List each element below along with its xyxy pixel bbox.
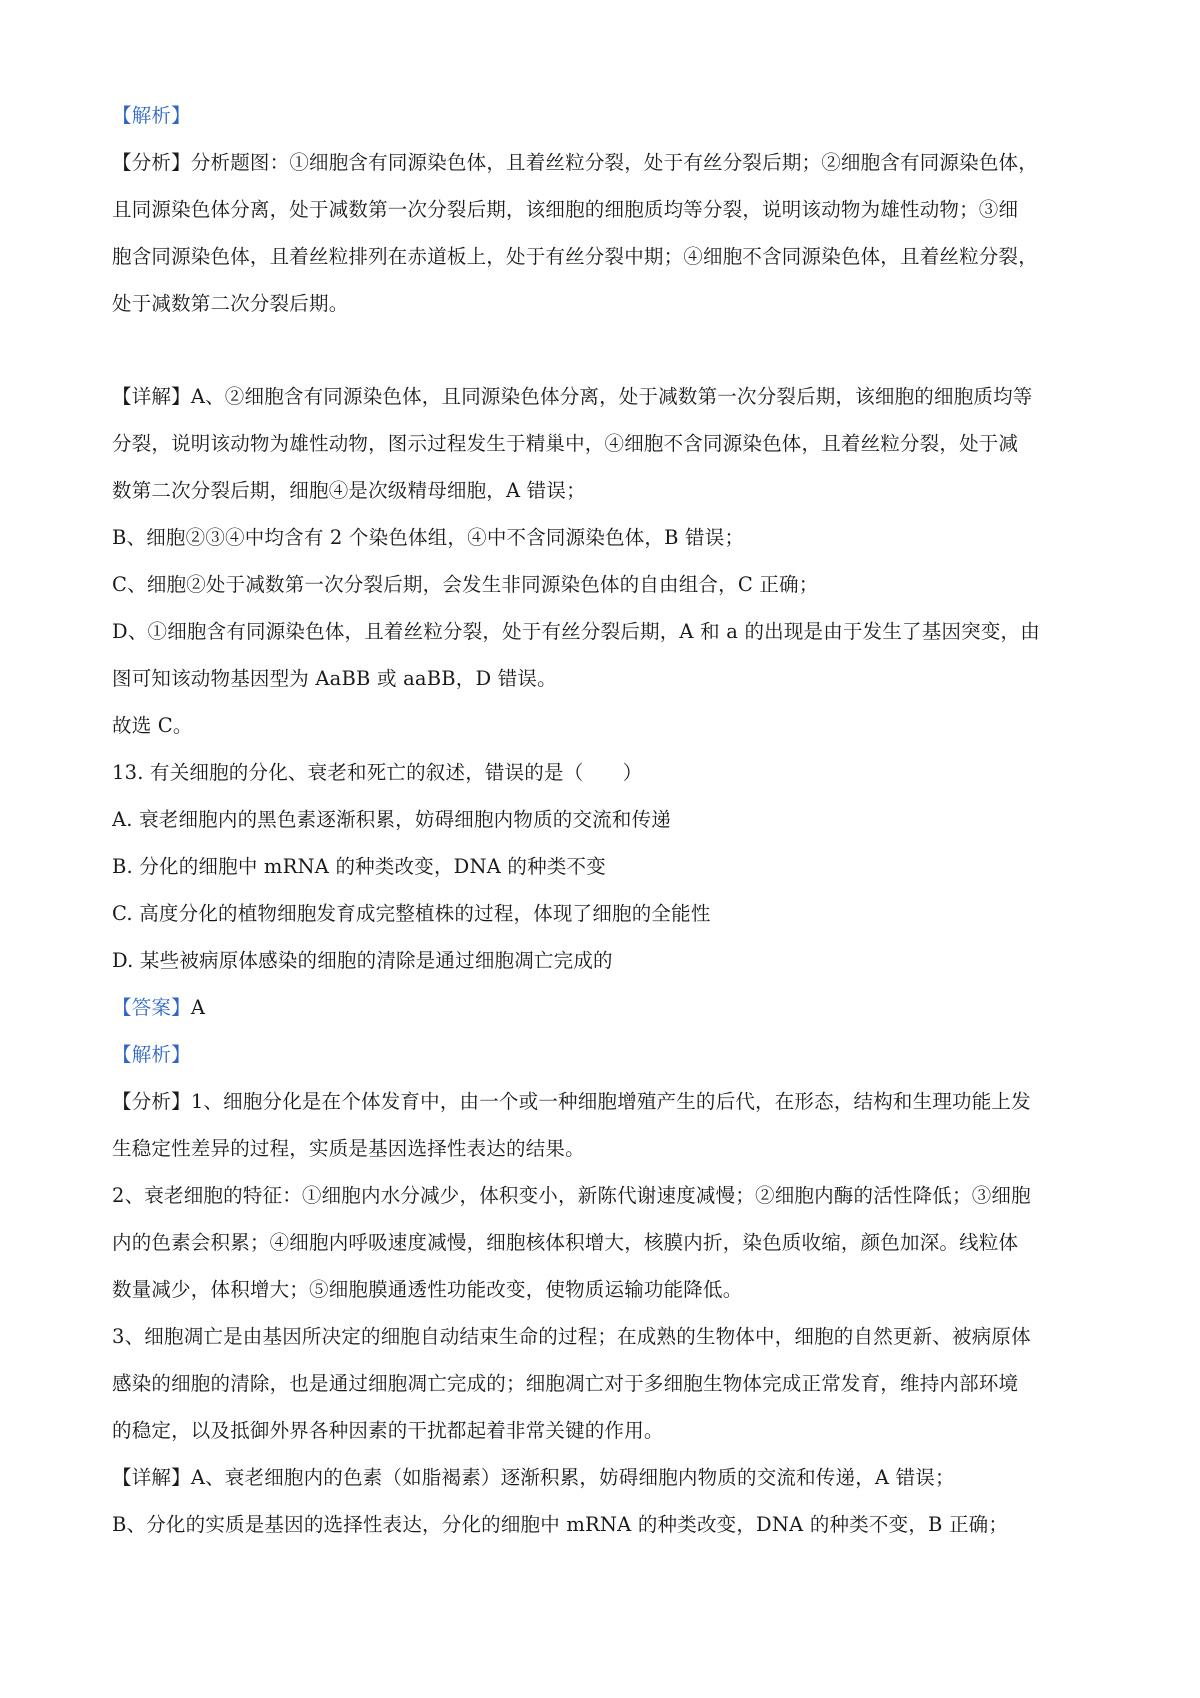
jiexi-heading-1: 【解析】 [112, 104, 191, 127]
conclusion-line: 故选 C。 [112, 714, 193, 737]
analysis-text: 分析题图：①细胞含有同源染色体，且着丝粒分裂，处于有丝分裂后期；②细胞含有同源染色体， [190, 151, 1038, 174]
analysis2-line: 生稳定性差异的过程，实质是基因选择性表达的结果。 [112, 1137, 585, 1160]
analysis2-line: 3、细胞凋亡是由基因所决定的细胞自动结束生命的过程；在成熟的生物体中，细胞的自然更新、被病原体 [112, 1325, 1031, 1348]
answer-label: 【答案】 [112, 996, 191, 1019]
detail-line: 数第二次分裂后期，细胞④是次级精母细胞，A 错误； [112, 479, 586, 502]
analysis-line: 胞含同源染色体，且着丝粒排列在赤道板上，处于有丝分裂中期；④细胞不含同源染色体，且着丝粒分裂， [112, 245, 1038, 268]
detail-line: B、细胞②③④中均含有 2 个染色体组，④中不含同源染色体，B 错误； [112, 526, 745, 549]
option-b: B. 分化的细胞中 mRNA 的种类改变，DNA 的种类不变 [112, 855, 606, 878]
jiexi-heading-2: 【解析】 [112, 1043, 191, 1066]
option-d: D. 某些被病原体感染的细胞的清除是通过细胞凋亡完成的 [112, 949, 613, 972]
detail-line-1 [112, 373, 1100, 420]
option-c: C. 高度分化的植物细胞发育成完整植株的过程，体现了细胞的全能性 [112, 902, 711, 925]
detail2-line-1 [112, 1454, 1100, 1501]
option-a: A. 衰老细胞内的黑色素逐渐积累，妨碍细胞内物质的交流和传递 [112, 808, 671, 831]
analysis2-line: 数量减少，体积增大；⑤细胞膜通透性功能改变，使物质运输功能降低。 [112, 1278, 743, 1301]
answer-value: A [190, 996, 206, 1019]
detail-line: D、①细胞含有同源染色体，且着丝粒分裂，处于有丝分裂后期，A 和 a 的出现是由于发生了基因突变，由 [112, 620, 1040, 643]
analysis-line: 处于减数第二次分裂后期。 [112, 292, 349, 315]
analysis2-line: 内的色素会积累；④细胞内呼吸速度减慢，细胞核体积增大，核膜内折，染色质收缩，颜色加深。线粒体 [112, 1231, 1019, 1254]
analysis2-line: 感染的细胞的清除，也是通过细胞凋亡完成的；细胞凋亡对于多细胞生物体完成正常发育，维持内部环境 [112, 1372, 1019, 1395]
detail-line: 分裂，说明该动物为雄性动物，图示过程发生于精巢中，④细胞不含同源染色体，且着丝粒分裂，处于减 [112, 432, 1019, 455]
analysis-label-1: 【分析】 [112, 151, 191, 174]
analysis-line: 且同源染色体分离，处于减数第一次分裂后期，该细胞的细胞质均等分裂，说明该动物为雄性动物；③细 [112, 198, 1019, 221]
paragraph-gap [112, 327, 1100, 373]
detail-line: C、细胞②处于减数第一次分裂后期，会发生非同源染色体的自由组合，C 正确； [112, 573, 819, 596]
analysis2-line: 2、衰老细胞的特征：①细胞内水分减少，体积变小，新陈代谢速度减慢；②细胞内酶的活性降低；③细胞 [112, 1184, 1031, 1207]
analysis2-text: 1、细胞分化是在个体发育中，由一个或一种细胞增殖产生的后代，在形态，结构和生理功能上发 [190, 1090, 1031, 1113]
question-13-stem: 13. 有关细胞的分化、衰老和死亡的叙述，错误的是（ ） [112, 761, 643, 784]
detail-label-2: 【详解】 [112, 1466, 191, 1489]
analysis2-line-1 [112, 1078, 1100, 1125]
document-page [112, 92, 1100, 1548]
analysis2-line: 的稳定，以及抵御外界各种因素的干扰都起着非常关键的作用。 [112, 1419, 664, 1442]
analysis-label-2: 【分析】 [112, 1090, 191, 1113]
detail2-line: B、分化的实质是基因的选择性表达，分化的细胞中 mRNA 的种类改变，DNA 的种类不变，B 正确； [112, 1513, 1009, 1536]
detail2-text: A、衰老细胞内的色素（如脂褐素）逐渐积累，妨碍细胞内物质的交流和传递，A 错误； [190, 1466, 955, 1489]
detail-line: 图可知该动物基因型为 AaBB 或 aaBB，D 错误。 [112, 667, 557, 690]
detail-text: A、②细胞含有同源染色体，且同源染色体分离，处于减数第一次分裂后期，该细胞的细胞质均等 [190, 385, 1033, 408]
analysis-line-1 [112, 139, 1100, 186]
detail-label-1: 【详解】 [112, 385, 191, 408]
answer-line [112, 984, 1100, 1031]
